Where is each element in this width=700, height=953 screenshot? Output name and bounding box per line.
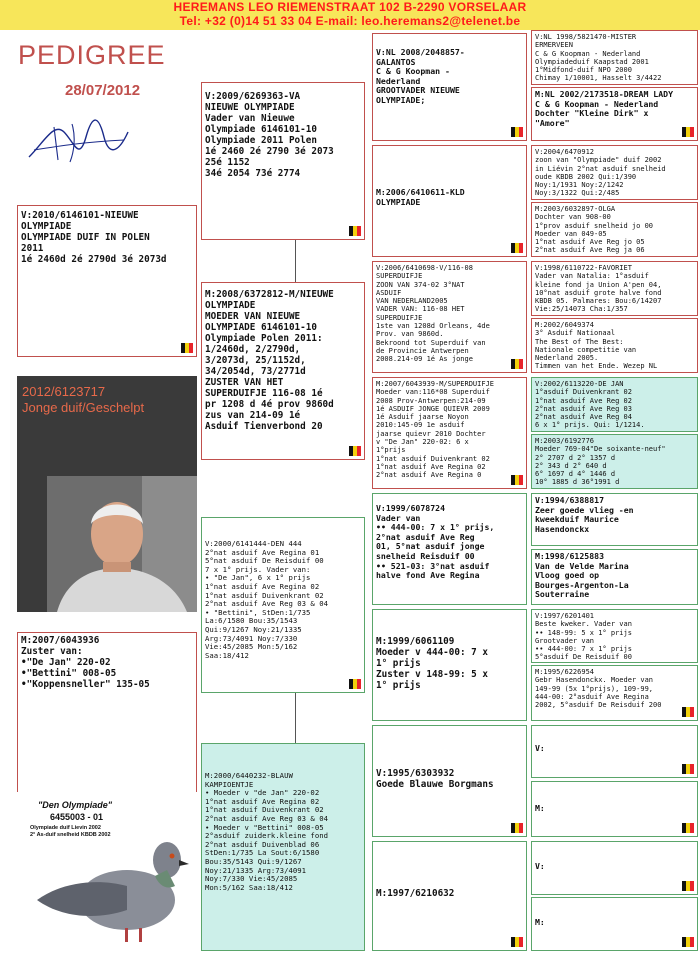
belgian-flag-icon (511, 127, 523, 137)
header-contact: Tel: +32 (0)14 51 33 04 E-mail: leo.heremans2@telenet.be (179, 14, 521, 28)
pedigree-box-mmm: M:1997/6210632 (372, 841, 527, 951)
pedigree-box-g6: M:2002/6049374 3° Asduif Nationaal The Best of The Best: Nationale competitie van Nederland 2005. Timmen van het Ende. Wezep NL (531, 318, 698, 373)
pigeon-caption: Olympiade duif Lievin 2002 (30, 825, 101, 831)
pedigree-date: 28/07/2012 (65, 82, 141, 99)
belgian-flag-icon (511, 243, 523, 253)
pedigree-box-g15: V: (531, 841, 698, 895)
pedigree-box-mmf: V:1995/6303932 Goede Blauwe Borgmans (372, 725, 527, 837)
pedigree-box-g4: M:2003/6032897-OLGA Dochter van 908-00 1°prov asduif snelheid jo 00 Moeder van 049-05 1°nat asduif Ave Reg jo 05 2°nat asduif Ave Reg ja 06 (531, 202, 698, 257)
pedigree-box-mf: V:2000/6141444-DEN 444 2°nat asduif Ave Regina 01 5°nat asduif De Reisduif 00 7 x 1° prijs. Vader van: • "De Jan", 6 x 1° prijs 1°nat asduif Ave Regina 02 1°nat asduif Duivenkrant 02 2°nat asduif Ave Reg 03 & 04 • "Bettini", StDen:1/735 La:6/1580 Bou:35/1543 Qui:9/1267 Noy:21/1335 Arg:73/4091 Noy:7/330 Vie:45/2085 Mon:5/162 Saa:18/412 (201, 517, 365, 693)
pedigree-box-g5: V:1998/6110722-FAVORIET Vader van Natalia: 1°asduif kleine fond ja Union A'pen 04, 10°nat asduif grote halve fond KBDB 05. Palmares: Bou:6/14207 Vie:25/14073 Cha:1/357 (531, 261, 698, 316)
pigeon-name: "Den Olympiade" (38, 800, 113, 810)
belgian-flag-icon (682, 881, 694, 891)
belgian-flag-icon (682, 823, 694, 833)
pedigree-box-father: V:2010/6146101-NIEUWE OLYMPIADE OLYMPIADE DUIF IN POLEN 2011 1é 2460d 2é 2790d 3é 2073d (17, 205, 197, 357)
subject-ring: 2012/6123717 (22, 384, 106, 399)
pedigree-box-mother: M:2007/6043936 Zuster van: • "De Jan" 220-02 • "Bettini" 008-05 • "Koppensneller" 135-05 (17, 632, 197, 792)
pedigree-box-g12: M:1995/6226954 Gebr Hasendonckx. Moeder van 149-99 (5x 1°prijs), 109-99, 444-00: 2°asduif Ave Regina 2002, 5°asduif De Reisduif 200 (531, 665, 698, 721)
pedigree-box-fmm: M:2007/6043939-M/SUPERDUIFJE Moeder van:116*08 Superduif 2008 Prov-Antwerpen:214-09 1é ASDUIF JONGE QUIEVR 2009 1é Asduif jaarse Noyon 2010:145-09 1e asduif jaarse quievr 2010 Dochter v "De Jan" 220-02: 6 x 1°prijs 1°nat asduif Duivenkrant 02 1°nat asduif Ave Regina 02 2°nat asduif Ave Regina 0 (372, 377, 527, 489)
pedigree-box-g14: M: (531, 781, 698, 837)
pedigree-box-fff: V:NL 2008/2048857- GALANTOS C & G Koopman - Nederland GROOTVADER NIEUWE OLYMPIADE; (372, 33, 527, 141)
pedigree-box-ffm: M:2006/6410611-KLD OLYMPIADE (372, 145, 527, 257)
belgian-flag-icon (682, 764, 694, 774)
pedigree-box-fmf: V:2006/6410698-V/116-08 SUPERDUIFJE ZOON VAN 374-02 3°NAT ASDUIF VAN NEDERLAND2005 VADER VAN: 116-08 HET SUPERDUIFJE 1ste van 1208d Orleans, 4de Prov. van 9860d. Bekroond tot Superduif van de Provincie Antwerpen 2008.214-09 1é As jonge (372, 261, 527, 373)
pedigree-box-g13: V: (531, 725, 698, 778)
pigeon-id: 6455003 - 01 (50, 812, 104, 822)
pedigree-box-g1: V:NL 1998/5821470-MISTER ERMERVEEN C & G Koopman - Nederland Olympiadeduif Kaapstad 2001 1°Midfond-duif NPO 2000 Chimay 1/10001, Hasselt 3/4422 (531, 30, 698, 85)
subject-photo-panel (17, 376, 197, 612)
pedigree-box-g9: V:1994/6388817 Zeer goede vlieg -en kweekduif Maurice Hasendonckx (531, 493, 698, 546)
pedigree-box-g11: V:1997/6201401 Beste kweker. Vader van • • 148-99: 5 x 1° prijs Grootvader van • • 444-00: 7 x 1° prijs 5°asduif De Reisduif 00 (531, 609, 698, 663)
pedigree-box-g8: M:2003/6192776 Moeder 769-04"De soixante-neuf" 2° 2707 d 2° 1357 d 2° 343 d 2° 640 d 6° 1697 d 4° 1446 d 10° 1885 d 36°1991 d (531, 434, 698, 489)
belgian-flag-icon (682, 937, 694, 947)
belgian-flag-icon (511, 359, 523, 369)
page-header (0, 0, 700, 30)
belgian-flag-icon (511, 937, 523, 947)
belgian-flag-icon (682, 707, 694, 717)
pigeon-photo (17, 790, 197, 950)
pedigree-box-g7: V:2002/6113220-DE JAN 1°asduif Duivenkrant 02 1°nat asduif Ave Reg 02 2°nat asduif Ave Reg 03 2°nat asduif Ave Reg 04 6 x 1° prijs. Qui: 1/1214. (531, 377, 698, 432)
pedigree-box-mfm: M:1999/6061109 Moeder v 444-00: 7 x 1° prijs Zuster v 148-99: 5 x 1° prijs (372, 609, 527, 721)
belgian-flag-icon (682, 127, 694, 137)
page-title: PEDIGREE (18, 40, 166, 70)
pedigree-box-mff: V:1999/6078724 Vader van • • 444-00: 7 x 1° prijs, 2°nat asduif Ave Reg 01, 5°nat asduif jonge snelheid Reisduif 00 • • 521-03: 3°nat asduif halve fond Ave Regina (372, 493, 527, 605)
pigeon-caption: 2° As-duif snelheid KBDB 2002 (30, 832, 111, 838)
belgian-flag-icon (511, 823, 523, 833)
belgian-flag-icon (511, 475, 523, 485)
belgian-flag-icon (349, 679, 361, 689)
subject-description: Jonge duif/Geschelpt (22, 400, 145, 415)
pedigree-box-g16: M: (531, 897, 698, 951)
pedigree-box-g2: M:NL 2002/2173518-DREAM LADY C & G Koopman - Nederland Dochter "Kleine Dirk" x "Amore" (531, 87, 698, 141)
belgian-flag-icon (349, 226, 361, 236)
signature (24, 112, 134, 170)
belgian-flag-icon (181, 343, 193, 353)
pedigree-box-fm: M:2008/6372812-M/NIEUWE OLYMPIADE MOEDER VAN NIEUWE OLYMPIADE 6146101-10 Olympiade Polen 2011: 1/2460d, 2/2790d, 3/2073d, 25/1152d, 34/2054d, 73/2771d ZUSTER VAN HET SUPERDUIFJE 116-08 1é pr 1208 d 4é prov 9860d zus van 214-09 1é Asduif Tienverbond 20 (201, 282, 365, 460)
pedigree-box-mm: M:2000/6440232-BLAUW KAMPIOENTJE • Moeder v "de Jan" 220-02 1°nat asduif Ave Regina 02 1°nat asduif Duivenkrant 02 2°nat asduif Ave Reg 03 & 04 • Moeder v "Bettini" 008-05 2°asduif zuiderk.kleine fond 2°nat asduif Duivenblad 06 StDen:1/735 La Sout:6/1580 Bou:35/5143 Qui:9/1267 Noy:21/1335 Arg:73/4091 Noy:7/330 Vie:45/2085 Mon:5/162 Saa:18/412 (201, 743, 365, 951)
belgian-flag-icon (349, 446, 361, 456)
pedigree-box-g10: M:1998/6125883 Van de Velde Marina Vloog goed op Bourges-Argenton-La Souterraine (531, 549, 698, 605)
pedigree-box-g3: V:2004/6470912 zoon van "Olympiade" duif 2002 in Liévin 2°nat asduif snelheid oude KBDB 2002 Qui:1/390 Noy:1/1931 Noy:2/1242 Noy:3/1322 Qui:2/485 (531, 145, 698, 200)
pedigree-box-ff: V:2009/6269363-VA NIEUWE OLYMPIADE Vader van Nieuwe Olympiade 6146101-10 Olympiade 2011 Polen 1é 2460 2é 2790 3é 2073 25é 1152 34é 2054 73é 2774 (201, 82, 365, 240)
breeder-photo (47, 476, 197, 612)
header-address: HEREMANS LEO RIEMENSTRAAT 102 B-2290 VORSELAAR (173, 0, 527, 14)
